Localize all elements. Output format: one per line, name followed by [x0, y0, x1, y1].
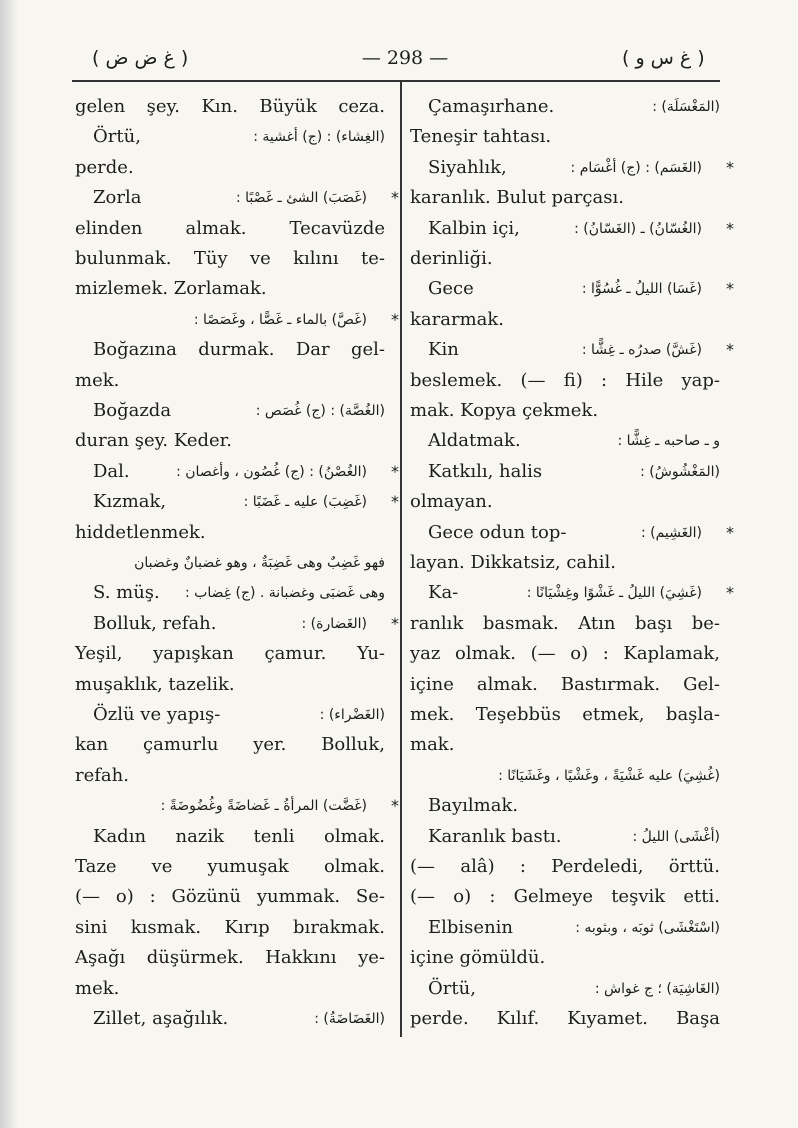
- turkish-text: mizlemek. Zorlamak.: [75, 278, 267, 300]
- turkish-text: yaz olmak. (— o) : Kaplamak,: [410, 643, 720, 665]
- entry-line: [75, 183, 399, 213]
- turkish-text: (— o) : Gözünü yummak. Se-: [75, 886, 385, 908]
- header-rule: [72, 80, 720, 82]
- entry-line: [410, 122, 720, 152]
- turkish-text: Kin: [428, 339, 459, 361]
- arabic-headword: (الغُصَّة) : (ج) غُصَص :: [255, 403, 385, 419]
- entry-line: [75, 822, 385, 852]
- entry-line: [75, 214, 385, 244]
- turkish-text: bulunmak. Tüy ve kılını te-: [75, 248, 385, 269]
- turkish-text: mek. Teşebbüs etmek, başla-: [410, 704, 720, 725]
- entry-line: [75, 670, 385, 700]
- entry-line: [410, 214, 734, 244]
- arabic-headword: (الغَضَاضَةُ) :: [314, 1011, 385, 1027]
- turkish-text: Yeşil, yapışkan çamur. Yu-: [75, 643, 385, 665]
- turkish-text: refah.: [75, 764, 129, 786]
- new-entry-star-icon: *: [391, 796, 399, 816]
- turkish-text: perde. Kılıf. Kıyamet. Başa: [410, 1008, 720, 1029]
- entry-line: [410, 609, 720, 639]
- turkish-text: S. müş.: [93, 582, 160, 604]
- new-entry-star-icon: *: [726, 279, 734, 299]
- entry-line: [410, 761, 720, 791]
- turkish-text: Boğazda: [93, 400, 172, 421]
- turkish-text: Gece odun top-: [428, 521, 567, 543]
- turkish-text: Aldatmak.: [428, 430, 521, 452]
- turkish-text: Çamaşırhane.: [428, 96, 555, 117]
- page-number: — 298 —: [361, 47, 449, 69]
- entry-line: [410, 670, 720, 700]
- header-left-letters: ( غ ض ض ): [92, 47, 189, 69]
- new-entry-star-icon: *: [391, 188, 399, 208]
- turkish-text: ranlık basmak. Atın başı be-: [410, 612, 720, 634]
- turkish-text: Kadın nazik tenli olmak.: [93, 825, 385, 847]
- header-right-letters: ( غ س و ): [622, 47, 705, 69]
- entry-line: [75, 761, 385, 791]
- entry-line: [410, 791, 720, 821]
- turkish-text: Özlü ve yapış-: [93, 704, 221, 725]
- entry-line: [75, 396, 385, 426]
- turkish-text: beslemek. (— fi) : Hile yap-: [410, 369, 720, 391]
- turkish-text: Zorla: [93, 187, 142, 209]
- entry-line: [75, 882, 385, 912]
- arabic-headword: فهو غَضِبٌ وهى غَضِبَةٌ ، وهو غضبانٌ وغضبان: [134, 555, 385, 571]
- entry-line: [75, 274, 385, 304]
- turkish-text: Teneşir tahtası.: [410, 126, 552, 148]
- arabic-headword: (الغُسّانُ) ـ (الغَسّانُ) :: [574, 220, 702, 237]
- entry-line: [75, 578, 385, 608]
- entry-line: [410, 183, 720, 213]
- entry-line: [410, 396, 720, 426]
- arabic-headword: (غَصَبَ) الشئ ـ غَصْبًا :: [235, 190, 367, 207]
- entry-line: [75, 1004, 385, 1034]
- arabic-headword: (أغْشَى) الليلُ :: [632, 828, 720, 845]
- entry-line: [410, 153, 734, 183]
- turkish-text: derinliği.: [410, 248, 493, 269]
- turkish-text: gelen şey. Kın. Büyük ceza.: [75, 96, 385, 117]
- turkish-text: Örtü,: [428, 977, 476, 999]
- turkish-text: Karanlık bastı.: [428, 825, 562, 847]
- turkish-text: Kızmak,: [93, 491, 167, 513]
- turkish-text: hiddetlenmek.: [75, 521, 206, 543]
- entry-line: [410, 822, 720, 852]
- new-entry-star-icon: *: [391, 613, 399, 633]
- entry-line: [75, 943, 385, 973]
- arabic-headword: (الغَضْراء) :: [319, 707, 385, 723]
- arabic-headword: وهى غَضبَى وغضبانة . (ج) غِضاب :: [184, 585, 385, 602]
- entry-line: [75, 548, 385, 578]
- entry-line: [410, 457, 720, 487]
- turkish-text: Siyahlık,: [428, 156, 507, 178]
- entry-line: [75, 730, 385, 760]
- entry-line: [410, 366, 720, 396]
- turkish-text: Elbisenin: [428, 916, 514, 938]
- entry-line: [75, 913, 385, 943]
- entry-line: [75, 852, 385, 882]
- entry-line: [75, 92, 385, 122]
- new-entry-star-icon: *: [726, 157, 734, 177]
- entry-line: [75, 639, 385, 669]
- entry-line: [410, 426, 720, 456]
- turkish-text: Örtü,: [93, 126, 141, 148]
- turkish-text: mak.: [410, 734, 455, 756]
- entry-line: [410, 92, 720, 122]
- entry-line: [410, 548, 720, 578]
- arabic-headword: (الغَسَم) : (ج) أغْسَام :: [570, 159, 702, 176]
- entry-line: [75, 974, 385, 1004]
- arabic-headword: (غُشِيَ) عليه غَشْيَةً ، وغَشْيًا ، وغَشَيَانًا :: [498, 767, 720, 784]
- entry-line: [75, 335, 385, 365]
- turkish-text: kararmak.: [410, 308, 505, 330]
- turkish-text: Bayılmak.: [428, 795, 519, 817]
- arabic-headword: (غَسَا) الليلُ ـ غُسُوًّا :: [581, 281, 702, 298]
- turkish-text: mek.: [75, 369, 120, 391]
- entry-line: [75, 305, 399, 335]
- arabic-headword: (الغُصْنُ) : (ج) غُصُون ، وأغصان :: [176, 463, 367, 480]
- entry-line: [75, 700, 385, 730]
- turkish-text: mak. Kopya çekmek.: [410, 400, 599, 421]
- turkish-text: Gece: [428, 278, 474, 300]
- entry-line: [410, 1004, 720, 1034]
- entry-line: [75, 426, 385, 456]
- turkish-text: Katkılı, halis: [428, 460, 543, 482]
- arabic-headword: (غَشِيَ) الليلُ ـ غَشْوًا وغِشْيَانًا :: [526, 585, 702, 602]
- entry-line: [410, 578, 734, 608]
- arabic-headword: (المَغْسَلَة) :: [652, 99, 720, 115]
- turkish-text: Ka-: [428, 582, 459, 604]
- arabic-headword: (غَضِبَ) عليه ـ غَضَبًا :: [243, 494, 367, 511]
- entry-line: [75, 366, 385, 396]
- turkish-text: Kalbin içi,: [428, 217, 520, 239]
- entry-line: [410, 852, 720, 882]
- arabic-headword: (الغَشِيم) :: [640, 524, 702, 541]
- new-entry-star-icon: *: [391, 492, 399, 512]
- entry-line: [410, 518, 734, 548]
- new-entry-star-icon: *: [391, 461, 399, 481]
- entry-line: [410, 943, 720, 973]
- entry-line: [75, 244, 385, 274]
- entry-line: [410, 974, 720, 1004]
- turkish-text: kan çamurlu yer. Bolluk,: [75, 734, 385, 756]
- entry-line: [75, 153, 385, 183]
- entry-line: [410, 913, 720, 943]
- turkish-text: Taze ve yumuşak olmak.: [75, 856, 385, 877]
- turkish-text: (— o) : Gelmeye teşvik etti.: [410, 886, 720, 908]
- turkish-text: mek.: [75, 977, 120, 999]
- turkish-text: Bolluk, refah.: [93, 612, 217, 634]
- new-entry-star-icon: *: [726, 522, 734, 542]
- entry-line: [75, 457, 399, 487]
- turkish-text: duran şey. Keder.: [75, 430, 233, 452]
- column-divider: [400, 82, 402, 1037]
- turkish-text: olmayan.: [410, 491, 493, 513]
- turkish-text: içine gömüldü.: [410, 947, 546, 969]
- entry-line: [410, 305, 720, 335]
- turkish-text: elinden almak. Tecavüzde: [75, 217, 385, 239]
- entry-line: [410, 335, 734, 365]
- new-entry-star-icon: *: [391, 309, 399, 329]
- entry-line: [75, 609, 399, 639]
- turkish-text: muşaklık, tazelik.: [75, 673, 235, 695]
- turkish-text: içine almak. Bastırmak. Gel-: [410, 673, 720, 695]
- entry-line: [410, 882, 720, 912]
- arabic-headword: (المَغْشُوشُ) :: [640, 463, 720, 480]
- turkish-text: sini kısmak. Kırıp bırakmak.: [75, 916, 385, 938]
- turkish-text: Aşağı düşürmek. Hakkını ye-: [75, 947, 385, 969]
- turkish-text: karanlık. Bulut parçası.: [410, 187, 624, 209]
- arabic-headword: (غَشَّ) صدرُه ـ غِشًّا :: [581, 342, 702, 359]
- turkish-text: perde.: [75, 156, 134, 178]
- entry-line: [410, 274, 734, 304]
- turkish-text: layan. Dikkatsiz, cahil.: [410, 552, 616, 573]
- entry-line: [410, 244, 720, 274]
- entry-line: [410, 639, 720, 669]
- new-entry-star-icon: *: [726, 218, 734, 238]
- new-entry-star-icon: *: [726, 340, 734, 360]
- arabic-headword: (اسْتَغْشَى) ثوبَه ، وبثوبه :: [575, 919, 720, 936]
- arabic-headword: (الغَاشِيَة) ؛ ج غواش :: [594, 980, 720, 997]
- turkish-text: Zillet, aşağılık.: [93, 1008, 229, 1029]
- entry-line: [75, 791, 399, 821]
- turkish-text: Boğazına durmak. Dar gel-: [93, 339, 385, 361]
- arabic-headword: (الغِشاء) : (ج) أغشية :: [253, 129, 385, 146]
- turkish-text: (— alâ) : Perdeledi, örttü.: [410, 856, 720, 877]
- entry-line: [75, 122, 385, 152]
- arabic-headword: (الغَضارة) :: [301, 615, 367, 632]
- entry-line: [410, 487, 720, 517]
- entry-line: [75, 518, 385, 548]
- arabic-headword: (غَضَّت) المرأةُ ـ غَضاضَةً وغُضُوضَةً :: [160, 798, 367, 815]
- entry-line: [410, 730, 720, 760]
- arabic-headword: (غَصَّ) بالماء ـ غَصًّا ، وغَصَصًا :: [193, 311, 367, 328]
- arabic-headword: و ـ صاحبه ـ غِشًّا :: [617, 433, 720, 450]
- entry-line: [410, 700, 720, 730]
- entry-line: [75, 487, 399, 517]
- turkish-text: Dal.: [93, 460, 130, 482]
- new-entry-star-icon: *: [726, 583, 734, 603]
